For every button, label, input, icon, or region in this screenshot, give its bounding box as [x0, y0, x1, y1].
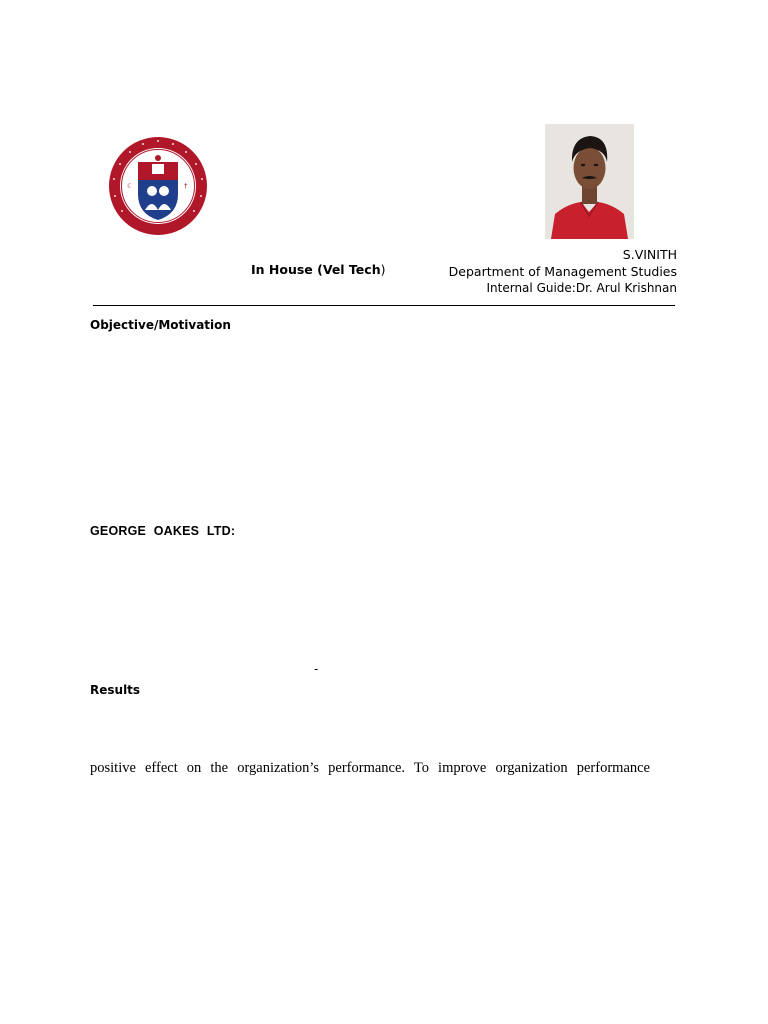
- stray-mark: -: [314, 662, 319, 676]
- svg-text:☾: ☾: [127, 182, 134, 190]
- guide-label: Internal Guide:: [486, 281, 576, 295]
- student-photo: [545, 124, 634, 239]
- author-name: S.VINITH: [622, 247, 677, 262]
- company-heading: GEORGE OAKES LTD:: [90, 524, 236, 538]
- internal-guide: [487, 280, 678, 297]
- university-logo: [108, 136, 208, 236]
- guide-name: Dr. Arul Krishnan: [575, 281, 677, 295]
- program-label: [251, 262, 385, 277]
- results-heading: Results: [90, 683, 141, 697]
- header-divider: [93, 305, 675, 306]
- results-text: positive effect on the organization’s performance. To improve organization performance: [90, 760, 650, 776]
- department-name: Department of Management Studies: [448, 264, 677, 279]
- objective-heading: Objective/Motivation: [90, 318, 231, 332]
- program-label-suffix: ): [380, 262, 386, 277]
- svg-text:†: †: [184, 182, 188, 190]
- program-label-text: In House (Vel Tech: [251, 262, 381, 277]
